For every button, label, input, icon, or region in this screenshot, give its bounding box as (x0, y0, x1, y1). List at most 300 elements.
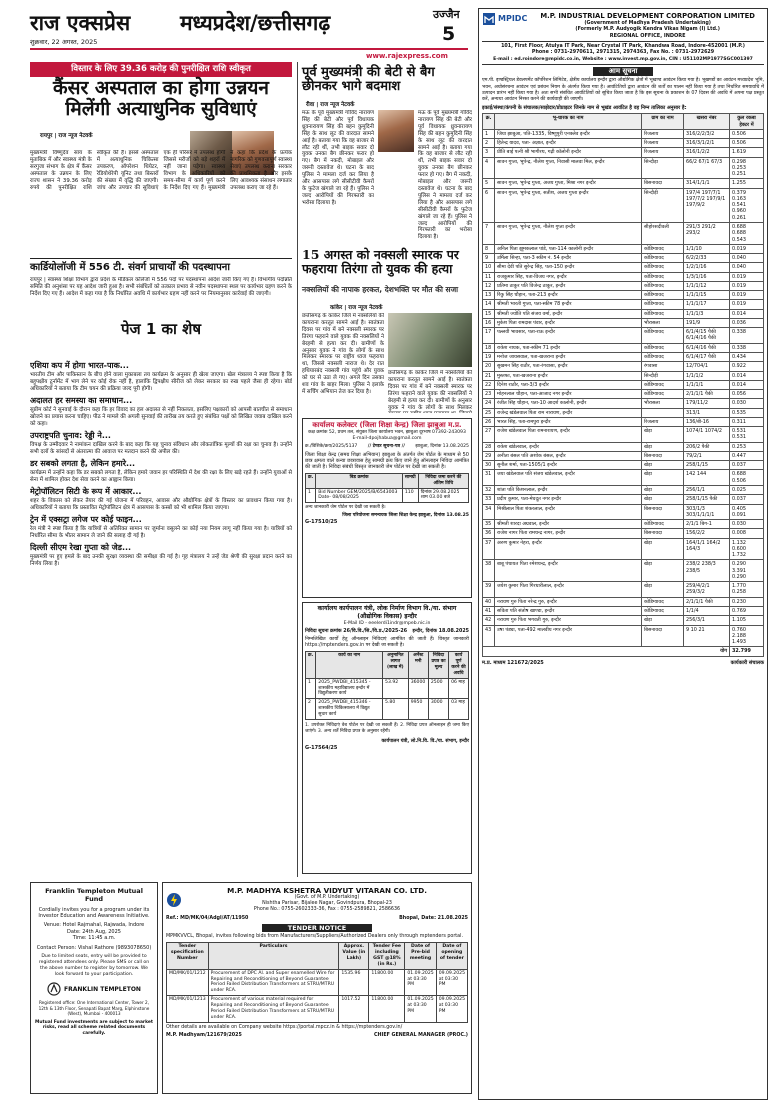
mpidc-td: 1.105 (730, 616, 764, 625)
franklin-date: Date: 24th Aug, 2025 (67, 928, 121, 935)
mpidc-td: उषा पंड्या, पता-492 मालवीय नगर इन्दौर (495, 625, 642, 647)
mpidc-intro: एम.पी. इण्डस्ट्रियल डेवलपमेंट कॉर्पोरेशन लिमिटेड, क्षेत्रीय कार्यालय इन्दौर द्वारा औद्योगिक क्षेत्रों में भूखण्ड आवंटन किया गया है। भूखण्डों का आवंटन मध्यप्रदेश भूमि, भवन, अधोसंरचना आवंटन एवं प्रबंधन नियम के अंतर्गत किया गया है। आवंटितियों द्वारा आवंटन की शर्तों का पालन नहीं किया गया है तथा निर्धारित समयावधि में उत्पादन प्रारंभ नहीं किया गया है। अतः सभी संबंधित आवंटितियों को सूचित किया जाता है कि इस सूचना के प्रकाशन के 07 दिवस की अवधि में अपना पक्ष प्रस्तुत करें, अन्यथा आवंटन निरस्त करने की कार्यवाही की जाएगी। (482, 78, 764, 102)
continuation-title: एशिया कप में होगा भारत-पाक... (30, 361, 129, 370)
mpidc-td: राकेश नायक, पता-स्कीम 71 इन्दौर (495, 343, 642, 352)
mpidc-logo-icon (482, 12, 496, 26)
mpidc-td: सीमा देवी पति सुरेन्द्र सिंह, पता-150 इन्दौर (495, 263, 642, 272)
mpidc-td: 12 (483, 281, 495, 290)
mpidc-notice (478, 8, 768, 1100)
naxal-headline: 15 अगस्त को नक्सली स्मारक पर फहराया तिरंगा तो युवक की हत्या (302, 247, 459, 276)
mpidc-table-body (483, 129, 764, 646)
mpidc-logo-text: MPIDC (498, 13, 528, 23)
education-td: दिनांक 29.08.2025 शाम 03.00 बजे (418, 488, 468, 503)
mpidc-td: 31 (483, 470, 495, 486)
mpidc-td: 0.922 (730, 362, 764, 371)
table-row (483, 538, 764, 560)
mpidc-td: कोडिग्यावद (642, 597, 684, 606)
franklin-body: Cordially invites you for a program under its Investor Education and Awareness Initiative. (38, 906, 150, 920)
table-row (483, 495, 764, 504)
mpidc-td: रंजीत सिंह चौहान, पता-10 आदर्श कालोनी, इन्दौर (495, 399, 642, 408)
mpidc-td: 1/1/1/3 (684, 309, 730, 318)
mpidc-td: कोडिग्यावद (642, 300, 684, 309)
mpkvv-th: Approx. Value (in Lakh) (339, 943, 369, 970)
table-row (483, 529, 764, 538)
mpidc-td: 156/2/2 (684, 529, 730, 538)
continuation-title: डर सबको लगता है, लेकिन हमारे... (30, 458, 136, 468)
mpidc-td: 36 (483, 529, 495, 538)
table-row (483, 560, 764, 582)
pwd-table-header (306, 652, 469, 679)
mpidc-td: 5 (483, 179, 495, 188)
continuation-title: ट्रेन में एक्सट्रा लगेज पर कोई फाइन... (30, 515, 142, 525)
lead-body: मुख्यमंत्री विष्णुदेव साय के मुताबिक में और स्वास्थ्य मंत्री के सरगुजा संभाग के क्षेत्र में कैंसर अस्पताल के उन्नयन के लिए राज्य शासन ने 39.36 करोड़ रुपये की पुनरीक्षित राशि स्वीकृत की है। इससे अस्पताल में अत्याधुनिक चिकित्सा उपकरण, ऑपरेशन थियेटर, रेडियोथेरेपी यूनिट तथा बिस्तरों की संख्या में वृद्धि की जाएगी। जांच और उपचार की सुविधाएं एक ही परिसर में उपलब्ध होंगी जिससे मरीजों को बड़े शहरों में नहीं जाना पड़ेगा। स्वास्थ्य विभाग के अधिकारियों को समय-सीमा में कार्य पूर्ण करने के निर्देश दिए गए हैं। मुख्यमंत्री ने कहा कि प्रदेश के प्रत्येक नागरिक को गुणवत्तापूर्ण स्वास्थ्य सेवाएं उपलब्ध कराना सरकार की प्राथमिकता है और इसके लिए आवश्यक संसाधन लगातार उपलब्ध कराए जा रहे हैं। (30, 150, 292, 191)
table-row (483, 263, 764, 272)
table-row (483, 461, 764, 470)
education-th: सामग्री (402, 473, 418, 488)
mpidc-td: खेड़ा (642, 485, 684, 494)
mpidc-td: प्रतिमा ठाकुर पति विजेन्द्र ठाकुर, इन्दौर (495, 281, 642, 290)
table-row (483, 272, 764, 281)
mpidc-td: 258/1/15 (684, 461, 730, 470)
mpidc-td: हितेन्द्र यादव, पता- अज्ञात, इन्दौर (495, 139, 642, 148)
franklin-logo-text: FRANKLIN TEMPLETON (64, 985, 141, 993)
table-row (483, 281, 764, 290)
mpkvv-th: Date of Pre-bid meeting (405, 943, 436, 970)
continuation-item (30, 543, 292, 568)
mpkvv-company: M.P. MADHYA KSHETRA VIDYUT VITARAN CO. LTD. (227, 886, 427, 895)
mpidc-td: 0.008 (730, 529, 764, 538)
mpidc-td: खेड़ा (642, 461, 684, 470)
mpidc-td: 1/3/1/16 (684, 272, 730, 281)
cadre-headline: कार्डियोलॉजी में 556 टी. संवर्ग प्राचार्यों की पदस्थापना (30, 262, 230, 273)
mpidc-td: 316/2/2/3/2 (684, 129, 730, 138)
mpidc-line3: REGIONAL OFFICE, INDORE (609, 32, 686, 39)
franklin-time: Time: 11:45 a.m. (72, 935, 116, 942)
mpidc-td: 18 (483, 343, 495, 352)
mpidc-td: रिंकु सिंह चौहान, पता-213 इन्दौर (495, 291, 642, 300)
mpidc-td: रिजलाय (642, 417, 684, 426)
pwd-notes: 1. उपरोक्त निविदाएं वेब पोर्टल पर देखी जा सकती हैं। 2. निविदा प्रपत्र ऑनलाइन ही जमा किए जाएंगे। 3. अन्य शर्तें निविदा प्रपत्र के अनुसार रहेंगी। (305, 722, 469, 734)
education-th: बिड क्रमांक (316, 473, 403, 488)
mpidc-td: 1/1/1/15 (684, 291, 730, 300)
mpkvv-title: TENDER NOTICE (262, 924, 372, 932)
franklin-name: Franklin Templeton Mutual Fund (45, 887, 143, 904)
mpidc-td: 10 (483, 263, 495, 272)
table-row (483, 343, 764, 352)
table-row (483, 157, 764, 179)
mpkvv-td: 01.09.2025 at 03:30 PM (405, 969, 436, 996)
mpidc-td: सावन गुप्ता, भूपेन्द्र गुप्ता, सतीश, अजय गुप्ता इन्दौर (495, 188, 642, 222)
cadre-top-rule (30, 258, 292, 259)
table-row (483, 148, 764, 157)
mpidc-td: प्रदीप कुमार, पता-मेघदूत नगर इन्दौर (495, 495, 642, 504)
mpidc-td: 19 (483, 353, 495, 362)
mpkvv-intro: MPMKVVCL, Bhopal, invites following bids from Manufacturers/Suppliers/Authorized Dealers only through mptenders portal. (166, 934, 463, 940)
mpidc-td: 314/1/1/1 (684, 179, 730, 188)
franklin-logo-icon (47, 982, 61, 996)
table-row (483, 504, 764, 520)
mpidc-td: खेड़ा (642, 427, 684, 443)
side-story-body: मऊ के पूर्व मुख्यमंत्री गोविंद नारायण सिंह की बेटी और पूर्व विधायक ध्रुवनारायण सिंह की बहन कुमुदिनी सिंह के साथ लूट की वारदात सामने आई है। बताया गया कि वह बाजार से लौट रही थीं, तभी बाइक सवार दो युवक उनका बैग छीनकर फरार हो गए। बैग में नकदी, मोबाइल और जरूरी दस्तावेज थे। घटना के बाद पुलिस ने मामला दर्ज कर लिया है और आसपास लगे सीसीटीवी कैमरों के फुटेज खंगाले जा रहे हैं। पुलिस ने जल्द आरोपियों की गिरफ्तारी का भरोसा दिलाया है। (302, 110, 374, 206)
mpidc-td: 38 (483, 560, 495, 582)
mpidc-td: कोडिग्यावद (642, 309, 684, 318)
mpidc-td: 1.619 (730, 148, 764, 157)
mpidc-td: श्रीमती ज्योति पति संजय वर्मा, इन्दौर (495, 309, 642, 318)
table-row (483, 244, 764, 253)
education-title: // टेण्डर सूचना-पत्र // (367, 443, 405, 449)
mpidc-td: 0.311 (730, 417, 764, 426)
pwd-code: G-17564/25 (305, 744, 338, 751)
pwd-th: अनुमानित लागत (लाख में) (383, 652, 409, 679)
table-row (483, 139, 764, 148)
mpidc-td: 34 (483, 504, 495, 520)
mpidc-td: 316/3/1/2/1 (684, 139, 730, 148)
mpidc-td: 0.298 0.253 0.251 (730, 157, 764, 179)
table-row (483, 362, 764, 371)
side-story-photo (378, 110, 414, 152)
mpidc-td: नरायण गुरु पिता नरेन्द्र गुरु, इन्दौर (495, 597, 642, 606)
mpidc-td: रंगवासा (642, 362, 684, 371)
mpidc-td: 15 (483, 309, 495, 318)
mpidc-td: 0.014 (730, 371, 764, 380)
city-name: उज्जैन (433, 8, 460, 21)
mpidc-td: बिसनावदा (642, 625, 684, 647)
education-body: जिला शिक्षा केन्द्र (समग्र शिक्षा अभियान) झाबुआ के अंतर्गत जेम पोर्टल के माध्यम से 50 छात्र क्षमता वाले कन्या छात्रावास हेतु सामग्री क्रय किए जाने हेतु ऑनलाइन निविदा आमंत्रित की जाती है। निविदा संबंधी विस्तृत जानकारी जेम पोर्टल पर देखी जा सकती है। (305, 451, 469, 471)
continuations-block (30, 358, 292, 876)
mpkvv-footer: Other details are available on Company website https://portal.mpcz.in & https://mptenders.gov.in/ (166, 1024, 403, 1030)
mpidc-td: 238/2 238/3 238/5 (684, 560, 730, 582)
side-story-headline: पूर्व मुख्यमंत्री की बेटी से बैग छीनकर भागे बदमाश (302, 65, 435, 95)
continuation-title: अदालत हर समस्या का समाधान... (30, 395, 133, 405)
mpidc-td: 0.019 (730, 291, 764, 300)
mpidc-td: 313/1 (684, 408, 730, 417)
mpidc-td: सिन्दौड़ी (642, 371, 684, 380)
pwd-td: 2025_PWDBI_415345 - शासकीय महाविद्यालय इन्दौर में विद्युतीकरण कार्य (316, 678, 383, 699)
mpidc-td: बाबू पंचायत पिता रमेशचन्द्र, इन्दौर (495, 560, 642, 582)
table-row (483, 625, 764, 647)
table-row (483, 353, 764, 362)
continuation-body: विपक्ष के उम्मीदवार ने नामांकन दाखिल करने के बाद कहा कि यह चुनाव संविधान और लोकतांत्रिक मूल्यों की रक्षा का चुनाव है। उन्होंने सभी दलों के सांसदों से अंतरात्मा की आवाज पर मतदान करने की अपील की। (30, 442, 292, 456)
mpidc-td: सिन्दौड़ा (642, 157, 684, 179)
mpidc-td: 39 (483, 582, 495, 598)
mpidc-td: कोडिग्यावद (642, 520, 684, 529)
continuation-item (30, 487, 292, 512)
mpidc-td: बिसनावदा (642, 504, 684, 520)
mpidc-td: भारत सिंह, पता-रामपुरा इन्दौर (495, 417, 642, 426)
pwd-td: 36000 (408, 678, 428, 699)
mpidc-td: 4 (483, 157, 495, 179)
education-email: E-mail-dpojhabua@gmail.com (352, 435, 422, 441)
mpkvv-ref: Ref.: MD/MK/04/Adgl/AT/11950 (166, 915, 249, 921)
mpidc-td: 25 (483, 408, 495, 417)
mpidc-header (482, 12, 764, 42)
mpidc-td: 40 (483, 597, 495, 606)
cadre-body: रायपुर | स्वास्थ्य शिक्षा विभाग द्वारा प्रदेश के मेडिकल कॉलेजों में 556 पदों पर पदस्थापना आदेश जारी किए गए हैं। विभागीय पदोन्नति समिति की अनुशंसा पर यह आदेश जारी हुआ है। सभी संबंधितों को तत्काल प्रभाव से नवीन पदस्थापना स्थल पर कार्यभार ग्रहण करने के निर्देश दिए गए हैं। आदेश में कहा गया है कि निर्धारित अवधि में कार्यभार ग्रहण नहीं करने पर नियमानुसार कार्रवाई की जाएगी। (30, 277, 292, 297)
mpidc-td: 0.338 (730, 328, 764, 344)
pwd-td: 3000 (428, 699, 448, 720)
mpidc-td: 256/3/1 (684, 616, 730, 625)
table-row (483, 408, 764, 417)
mpidc-td: मोहनलाल चौहान, पता-आजाद नगर इन्दौर (495, 390, 642, 399)
mpidc-td: 20 (483, 362, 495, 371)
mpidc-td: 0.056 (730, 390, 764, 399)
education-notice (302, 418, 472, 598)
mpidc-td: खेड़ा (642, 560, 684, 582)
mpidc-bold-line: इकाई/संस्था/कंपनी के संचालक/साझेदार/प्रोप्राइटर जिनके नाम से भूखंड आवंटित है वह निम्न तालिका अनुसार है: (482, 104, 687, 111)
mpidc-td: कोडिग्यावद (642, 390, 684, 399)
mpidc-td: सावन गुप्ता, भूपेन्द्र गुप्ता, अजय गुप्ता, मिश्रा नगर इन्दौर (495, 179, 642, 188)
pwd-email: E-Mail ID - eeelerdi1indr@mpeb.nic.in (343, 620, 431, 626)
mpidc-td: 136/बी-16 (684, 417, 730, 426)
mpidc-td: भौरासला (642, 318, 684, 327)
table-row (483, 582, 764, 598)
mpidc-td: बिसनावदा (642, 179, 684, 188)
mpidc-td: 2/1/1/1 पैकी (684, 390, 730, 399)
mpidc-td: खेड़ा (642, 442, 684, 451)
continuation-title: दिल्ली सीएम रेखा गुप्ता को जेड... (30, 543, 132, 553)
mpidc-td: 0.030 (730, 399, 764, 408)
mpidc-td: 1/1/10 (684, 244, 730, 253)
franklin-logo (35, 982, 153, 996)
mpidc-td: कोडिग्यावद (642, 272, 684, 281)
mpidc-phone: Phone : 0731-2970611, 2971315, 2974363, Fax No. : 0731-2972629 (531, 50, 715, 56)
mpidc-td: 17 (483, 328, 495, 344)
mpidc-td: 6/1/4/16 पैकी (684, 343, 730, 352)
table-row (483, 485, 764, 494)
mpidc-td: बिसनावदा (642, 529, 684, 538)
table-row (483, 291, 764, 300)
table-row (483, 223, 764, 245)
page1-label-box (30, 310, 292, 350)
mpidc-td: सावन गुप्ता, भूपेन्द्र, नीलेश गुप्ता, निवासी मालवा मिल, इन्दौर (495, 157, 642, 179)
mpidc-td: खेड़ा (642, 495, 684, 504)
mpidc-td: 0.405 0.091 (730, 504, 764, 520)
mpkvv-td: 1017.52 (339, 996, 369, 1023)
mpkvv-th: Tender specification Number (167, 943, 209, 970)
mpidc-td: सविता पति संतोष खाण्डा, इन्दौर (495, 606, 642, 615)
mpidc-td: कोडिग्यावद (642, 606, 684, 615)
table-row (483, 254, 764, 263)
mpidc-td: 12/704/1 (684, 362, 730, 371)
lead-headline: कैंसर अस्पताल का होगा उन्नयन मिलेंगी अत्याधुनिक सुविधाएं (53, 77, 269, 120)
issue-date: शुक्रवार, 22 अगस्त, 2025 (30, 38, 98, 46)
mpidc-td: कोडिग्यावद (642, 263, 684, 272)
mpkvv-header (166, 886, 468, 914)
table-row (483, 380, 764, 389)
mpidc-td: श्रीमती शारदा अग्रवाल, इन्दौर (495, 520, 642, 529)
mpidc-td: 1074/1 1074/2 (684, 427, 730, 443)
pwd-td: 2025_PWDBI_415346 - शासकीय चिकित्सालय में विद्युत सुधार कार्य (316, 699, 383, 720)
mpidc-td: 6 (483, 188, 495, 222)
continuation-body: शहर के विकास को लेकर तैयार की गई योजना में परिवहन, आवास और औद्योगिक क्षेत्रों के विस्तार का प्रावधान किया गया है। अधिकारियों ने बताया कि प्रस्तावित मेट्रोपॉलिटन क्षेत्र में आसपास के कस्बों को भी शामिल किया जाएगा। (30, 498, 292, 512)
mpidc-td: 0.769 (730, 606, 764, 615)
mpidc-td: 256/1/1 (684, 485, 730, 494)
mpidc-td: 1.255 (730, 179, 764, 188)
mpidc-td: 42 (483, 616, 495, 625)
mpkvv-signature: CHIEF GENERAL MANAGER (PROC.) (374, 1032, 468, 1038)
mpidc-td: रिजलाय (642, 139, 684, 148)
mpkvv-td: Procurement of DPC Al. and Super enamelled Wire for Repairing and Reconditioning of Beyond Guarantee Period Failed Distribution Transformers at STRU/MTRU under RCA. (208, 969, 339, 996)
mpidc-total-value: 32.799 (730, 647, 764, 656)
mpidc-td: श्रीमती भारती गुप्ता, पता-स्कीम 78 इन्दौर (495, 300, 642, 309)
pwd-th: क्र. (306, 652, 316, 679)
lead-dateline: रायपुर | राज न्यूज नेटवर्क (40, 133, 93, 139)
mpidc-td: 0.040 (730, 263, 764, 272)
education-td: 1 (306, 488, 316, 503)
mpidc-table (482, 113, 764, 656)
mpidc-signature: कार्यकारी संचालक (730, 659, 764, 666)
education-td: 110 (402, 488, 418, 503)
mpidc-td: खेड़ा (642, 616, 684, 625)
mpidc-td: 1/1/1/1 (684, 380, 730, 389)
education-office: कार्यालय कलेक्टर (जिला शिक्षा केन्द्र) जिला झाबुआ म.प्र. (312, 421, 462, 429)
mpidc-td: 0.019 (730, 300, 764, 309)
education-ref-left: क्र./विशिके/क्रय/2025/5137 (305, 443, 358, 449)
mpidc-sign-row (482, 660, 764, 666)
mpidc-total-label: योग (483, 647, 730, 656)
continuation-title: मेट्रोपॉलिटन सिटी के रूप में आकार... (30, 487, 142, 496)
mpidc-td: कोडिग्यावद (642, 281, 684, 290)
education-footer: अन्य जानकारी जेम पोर्टल पर देखी जा सकती है। (305, 505, 386, 511)
mpidc-code: म.प्र. माध्यम 121672/2025 (482, 659, 544, 666)
mpidc-td: 142 144 (684, 470, 730, 486)
mpidc-td: 32 (483, 485, 495, 494)
edition-name: मध्यप्रदेश/छत्तीसगढ़ (180, 11, 331, 35)
table-row (483, 427, 764, 443)
pwd-td: 1 (306, 678, 316, 699)
mpidc-td: उर्मिला सिन्हा, पता-3 स्कीम नं. 54 इन्दौर (495, 254, 642, 263)
pwd-th: निविदा प्रपत्र का मूल्य (428, 652, 448, 679)
mpkvv-td: 09.09.2025 at 03:30 PM (436, 969, 467, 996)
mpkvv-notice (162, 882, 472, 1094)
mpkvv-code: M.P. Madhyam/121679/2025 (166, 1032, 242, 1038)
mpidc-td: 0.760 2.188 1.493 (730, 625, 764, 647)
pwd-td: 06 माह (449, 678, 469, 699)
mpidc-td: 29 (483, 451, 495, 460)
mpidc-td: 259/4/2/1 259/3/2 (684, 582, 730, 598)
mpidc-td: 0.037 (730, 461, 764, 470)
mpidc-td: 1/2/1/16 (684, 263, 730, 272)
continuation-body: भारतीय टीम और पाकिस्तान के बीच होने वाला मुकाबला तय कार्यक्रम के अनुसार ही खेला जाएगा। खेल मंत्रालय ने स्पष्ट किया है कि बहुपक्षीय टूर्नामेंट में भाग लेने पर कोई रोक नहीं है, हालांकि द्विपक्षीय सीरीज को लेकर सरकार का रुख पहले जैसा ही रहेगा। बोर्ड अधिकारियों ने बताया कि टीम चयन की प्रक्रिया जल्द पूरी होगी। (30, 372, 292, 393)
mpidc-td: 1.770 0.258 (730, 582, 764, 598)
mpidc-td: 197/4 197/7/1 197/7/2 197/9/1 197/9/2 (684, 188, 730, 222)
mpidc-td: 0.338 (730, 343, 764, 352)
mpidc-td: कोडिग्यावद (642, 328, 684, 344)
column-divider-left (297, 62, 298, 877)
pwd-td: 2500 (428, 678, 448, 699)
mpkvv-th: Date of opening of tender (436, 943, 467, 970)
mpidc-td: 6/2/2/33 (684, 254, 730, 263)
mpidc-td: खेड़ा (642, 470, 684, 486)
mpidc-td: 1/1/1/2 (684, 371, 730, 380)
education-td: Bid Number GEM/2025/B/6543003 Date- 08/08/2025 (316, 488, 403, 503)
table-row (483, 309, 764, 318)
mpkvv-table (166, 942, 468, 1023)
mpidc-td: 41 (483, 606, 495, 615)
mpidc-td: 21 (483, 371, 495, 380)
mpidc-th: खसरा नंबर (684, 114, 730, 130)
naxal-body: छत्तीसगढ़ के कांकेर जिले में नक्सलियों की कायराना करतूत सामने आई है। स्वतंत्रता दिवस पर गांव में बने नक्सली स्मारक पर तिरंगा फहराने वाले युवक की नक्सलियों ने बेरहमी से हत्या कर दी। ग्रामीणों के अनुसार युवक ने गांव के लोगों के साथ मिलकर स्मारक पर राष्ट्रीय ध्वज फहराया था, जिससे नक्सली नाराज थे। देर रात हथियारबंद नक्सली गांव पहुंचे और युवक को घर से उठा ले गए। अगले दिन उसका शव गांव के बाहर मिला। पुलिस ने इलाके में सर्चिंग अभियान तेज कर दिया है। (302, 313, 384, 395)
mpidc-th: ग्राम का नाम (642, 114, 684, 130)
mpidc-td: 11 (483, 272, 495, 281)
pwd-ref-row (305, 629, 469, 635)
franklin-contact: Contact Person: Vishal Rathore (9893078650) (36, 944, 152, 951)
mpidc-td: 33 (483, 495, 495, 504)
page1-label: पेज 1 का शेष (120, 320, 202, 339)
mpkvv-td: 09.09.2025 at 03:30 PM (436, 996, 467, 1023)
mpidc-th: कुल रकबा हेक्टर में (730, 114, 764, 130)
mpidc-td: राजेश नागर पिता रामचन्द्र नागर, इन्दौर (495, 529, 642, 538)
mpidc-notice-title: आम सूचना (593, 67, 653, 76)
mpidc-td: 0.019 (730, 244, 764, 253)
table-row (483, 371, 764, 380)
pwd-td: 5.80 (383, 699, 409, 720)
continuation-body: कार्यक्रम में उन्होंने कहा कि डर सबको लगता है, लेकिन हमारे जवान हर परिस्थिति में देश की रक्षा के लिए खड़े रहते हैं। उन्होंने युवाओं से सेना में शामिल होकर देश सेवा करने का आह्वान किया। (30, 470, 292, 484)
naxal-photo (388, 313, 472, 367)
mpidc-td: कोडिग्यावद (642, 343, 684, 352)
mpkvv-th: Particulars (208, 943, 339, 970)
mpidc-td: 6/1/4/17 पैकी (684, 353, 730, 362)
mpidc-td: 79/2/1 (684, 451, 730, 460)
mpidc-td: सुनील शर्मा, पता-1505/1 इन्दौर (495, 461, 642, 470)
pwd-td: 03 माह (449, 699, 469, 720)
table-row (306, 488, 469, 503)
mpidc-td: 258/1/15 पैकी (684, 495, 730, 504)
mpidc-td: 0.014 (730, 380, 764, 389)
mpidc-td: 3 (483, 148, 495, 157)
continuation-body: मुख्यमंत्री पर हुए हमले के बाद उनकी सुरक्षा व्यवस्था की समीक्षा की गई है। गृह मंत्रालय ने उन्हें जेड श्रेणी की सुरक्षा प्रदान करने का निर्णय लिया है। (30, 554, 292, 568)
education-ref-row (305, 444, 469, 450)
pwd-th: कार्य का नाम (316, 652, 383, 679)
naxal-dateline: कांकेर | राज न्यूज नेटवर्क (330, 305, 383, 311)
mpkvv-td: 11800.00 (369, 969, 405, 996)
education-th: निविदा जमा करने की अंतिम तिथि (418, 473, 468, 488)
mpidc-td: अनिल पिता झूमकलाल पांडे, पता-114 कालोनी इन्दौर (495, 244, 642, 253)
table-row (306, 699, 469, 720)
mpidc-td: 30 (483, 461, 495, 470)
mpidc-line2: (Formerly M.P. Audyogik Kendra Vikas Nigam (I) Ltd.) (575, 26, 720, 32)
mpkvv-td: 01.09.2025 at 03:30 PM (405, 996, 436, 1023)
pwd-office: कार्यालय कार्यपालन यंत्री, लोक निर्माण विभाग वि./या. संभाग (औद्योगिक विकास) इन्दौर (317, 605, 457, 620)
continuation-body: सुप्रीम कोर्ट ने सुनवाई के दौरान कहा कि हर विवाद का हल अदालत से नहीं निकलता, इसलिए पक्षकारों को आपसी बातचीत से समाधान खोजने का प्रयास करना चाहिए। पीठ ने मामले की अगली सुनवाई की तारीख तय करते हुए संबंधित पक्षों को लिखित जवाब दाखिल करने को कहा। (30, 407, 292, 427)
mpidc-td (642, 408, 684, 417)
education-th: क्र. (306, 473, 316, 488)
mpidc-td: 1/1/4 (684, 606, 730, 615)
mpidc-td: 0.014 (730, 309, 764, 318)
mpidc-td: 14 (483, 300, 495, 309)
mpidc-th: क्र. (483, 114, 495, 130)
mpidc-td: बिसनावदा (642, 451, 684, 460)
mpidc-td: दिनेश राठौर, पता-3/3 इन्दौर (495, 380, 642, 389)
mpkvv-td: 1535.96 (339, 969, 369, 996)
mpidc-td: 291/3 291/2 293/2 (684, 223, 730, 245)
mpkvv-td: MD/MK/01/1213 (167, 996, 209, 1023)
table-row (483, 417, 764, 426)
pwd-nit: निविदा सूचना क्रमांक 26/वि.वि./सि./वि.प्र./2025-26 (305, 628, 408, 634)
mpidc-td: 2 (483, 139, 495, 148)
pwd-td: 9950 (408, 699, 428, 720)
mpidc-td: राजेन्द्र खंडेलवाल पिता राम नारायण, इन्दौर (495, 408, 642, 417)
pwd-intro: निम्नलिखित कार्यों हेतु ऑनलाइन निविदाएं आमंत्रित की जाती हैं। विस्तृत जानकारी https://mptenders.gov.in पर देखी जा सकती है। (305, 636, 469, 648)
mpkvv-date: Bhopal, Date: 21.08.2025 (399, 915, 468, 921)
mpidc-td: पल्लवी भावसार, पता-राऊ इन्दौर (495, 328, 642, 344)
mpidc-td: 6/1/4/15 पैकी 6/1/4/16 पैकी (684, 328, 730, 344)
mpkvv-table-header (167, 943, 468, 970)
mpidc-td: शांता पति किशनलाल, इन्दौर (495, 485, 642, 494)
table-row (483, 129, 764, 138)
pwd-table (305, 651, 469, 720)
mpidc-td: 164/1/1 164/2 164/3 (684, 538, 730, 560)
